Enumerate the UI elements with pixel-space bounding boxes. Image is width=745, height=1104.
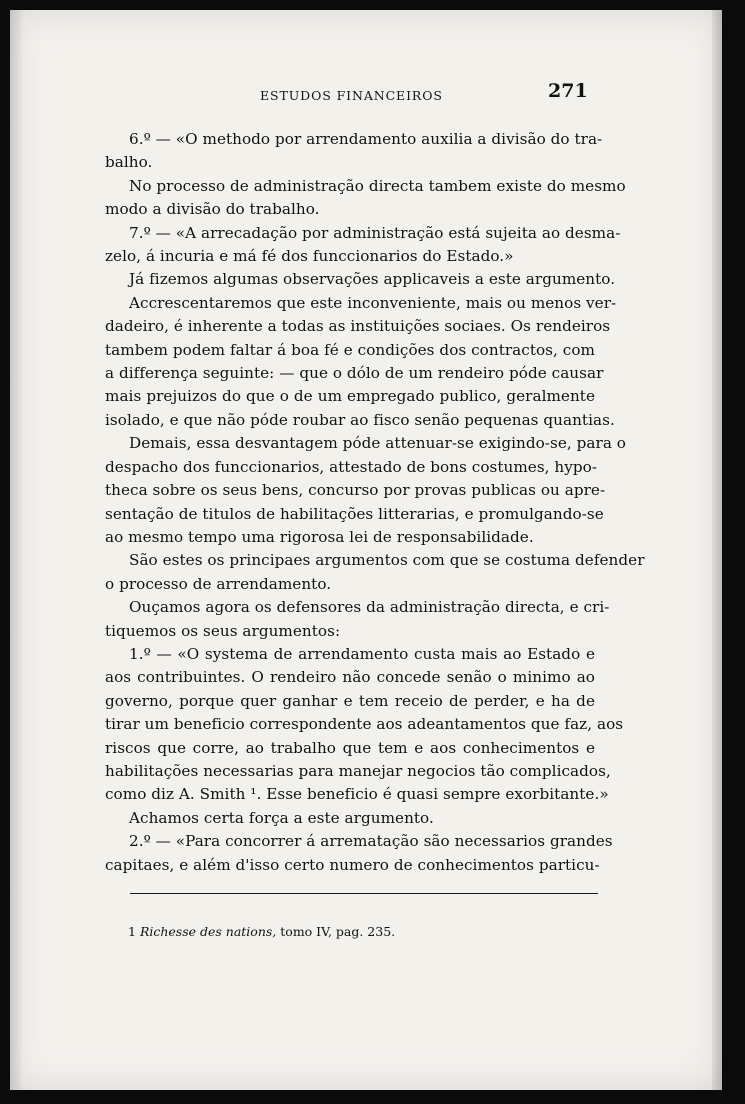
text-line: despacho dos funccionarios, attestado de bons costumes, hypo- <box>105 457 598 476</box>
text-line: Accrescentaremos que este inconveniente, mais ou menos ver- <box>129 293 617 312</box>
page-left-edge-shadow <box>10 10 22 1090</box>
text-line: a differença seguinte: — que o dólo de um rendeiro póde causar <box>105 364 604 383</box>
footnote <box>128 924 395 939</box>
text-line: 7.º — «A arrecadação por administração está sujeita ao desma- <box>129 223 621 242</box>
text-line: tirar um beneficio correspondente aos adeantamentos que faz, aos <box>105 715 624 734</box>
text-line: tiquemos os seus argumentos: <box>105 621 341 640</box>
text-line: ao mesmo tempo uma rigorosa lei de responsabilidade. <box>105 527 534 546</box>
page-number: 271 <box>548 80 588 102</box>
text-line: 1.º — «O systema de arrendamento custa mais ao Estado e <box>129 644 595 663</box>
text-line: capitaes, e além d'isso certo numero de conhecimentos particu- <box>105 855 600 874</box>
text-line: São estes os principaes argumentos com que se costuma defender <box>129 551 645 570</box>
footnote-rest: tomo IV, pag. 235. <box>280 924 396 939</box>
footnote-title: Richesse des nations, <box>139 924 277 939</box>
text-line: como diz A. Smith ¹. Esse beneficio é quasi sempre exorbitante.» <box>105 785 609 804</box>
text-line: riscos que corre, ao trabalho que tem e aos conhecimentos e <box>105 738 595 757</box>
footnote-rule <box>130 893 598 894</box>
text-line: dadeiro, é inherente a todas as instituições sociaes. Os rendeiros <box>105 317 611 336</box>
text-line: mais prejuizos do que o de um empregado publico, geralmente <box>105 387 595 406</box>
text-line: No processo de administração directa tambem existe do mesmo <box>129 176 626 195</box>
text-line: governo, porque quer ganhar e tem receio de perder, e ha de <box>105 691 595 710</box>
text-line: modo a divisão do trabalho. <box>105 200 320 219</box>
text-line: zelo, á incuria e má fé dos funccionarios do Estado.» <box>105 247 514 266</box>
text-line: Ouçamos agora os defensores da administração directa, e cri- <box>129 598 610 617</box>
footnote-marker: 1 <box>128 924 136 939</box>
running-head: ESTUDOS FINANCEIROS <box>260 88 443 103</box>
text-line: Achamos certa força a este argumento. <box>129 808 434 827</box>
body-text <box>105 128 645 877</box>
text-line: o processo de arrendamento. <box>105 574 332 593</box>
page-right-edge-shadow <box>712 10 722 1090</box>
text-line: Demais, essa desvantagem póde attenuar-se exigindo-se, para o <box>129 434 626 453</box>
text-line: tambem podem faltar á boa fé e condições dos contractos, com <box>105 340 595 359</box>
text-line: aos contribuintes. O rendeiro não concede senão o minimo ao <box>105 668 595 687</box>
text-line: 6.º — «O methodo por arrendamento auxilia a divisão do tra- <box>129 130 603 148</box>
text-line: sentação de titulos de habilitações litterarias, e promulgando-se <box>105 504 604 523</box>
text-line: 2.º — «Para concorrer á arrematação são necessarios grandes <box>129 832 613 851</box>
text-line: habilitações necessarias para manejar negocios tão complicados, <box>105 761 611 780</box>
text-line: Já fizemos algumas observações applicaveis a este argumento. <box>129 270 616 289</box>
text-line: isolado, e que não póde roubar ao fisco senão pequenas quantias. <box>105 410 615 429</box>
text-line: balho. <box>105 153 153 172</box>
book-page <box>10 10 722 1090</box>
text-line: theca sobre os seus bens, concurso por provas publicas ou apre- <box>105 481 606 500</box>
